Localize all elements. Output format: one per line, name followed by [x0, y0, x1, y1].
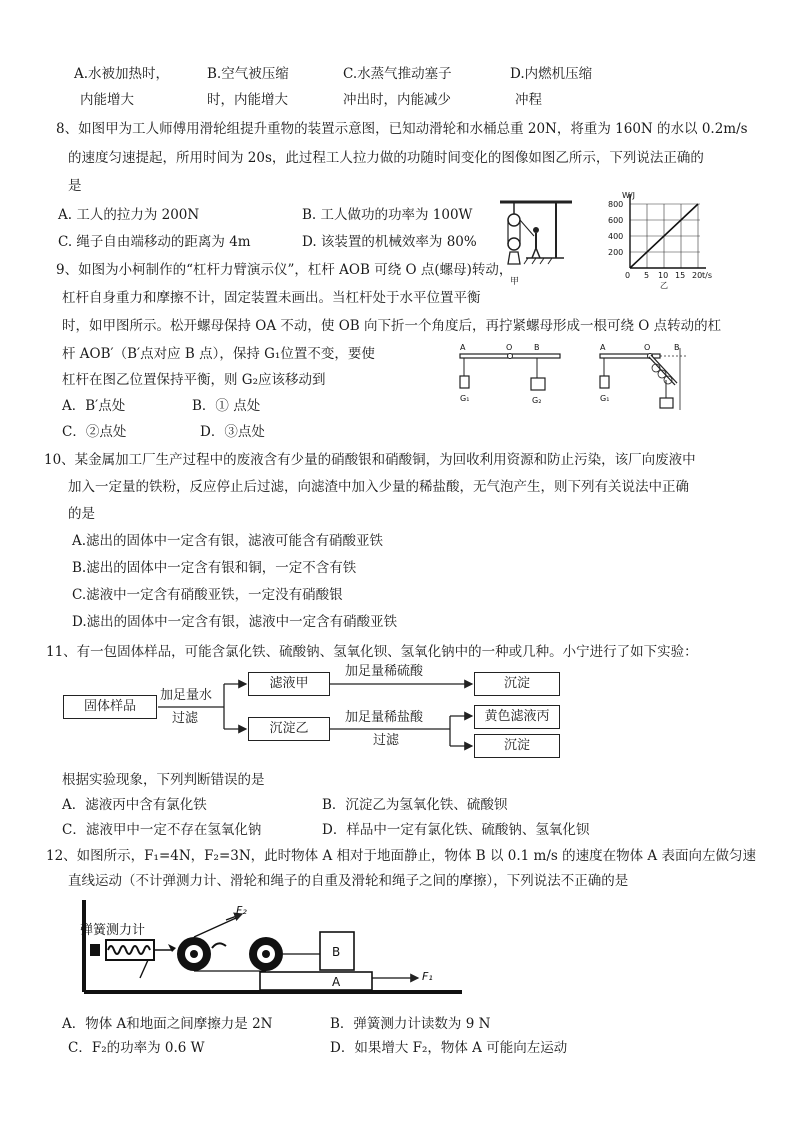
- q12-spring-pulley-figure: [76, 896, 466, 1000]
- q8-graph-y-axis-label: W/J: [622, 191, 635, 200]
- q11-option-d: D．样品中一定有氯化铁、硫酸钠、氢氧化钡: [322, 822, 590, 838]
- q9-figure-g2: G₂: [532, 396, 542, 405]
- q7-option-c-line1: C.水蒸气推动塞子: [343, 66, 452, 82]
- q11-option-b: B．沉淀乙为氢氧化铁、硫酸钡: [322, 797, 508, 813]
- q12-option-b: B．弹簧测力计读数为 9 N: [330, 1016, 491, 1032]
- q8-graph-ytick: 800: [608, 200, 624, 209]
- q9-option-a: A．B′点处: [62, 398, 126, 414]
- q7-option-a-line1: A.水被加热时，: [74, 66, 170, 82]
- q7-option-d-line2: 冲程: [515, 92, 542, 108]
- q11-flow-acid1-label: 加足量稀硫酸: [345, 664, 424, 679]
- q8-graph-xtick: 0: [625, 271, 631, 280]
- q8-graph-xtick: 5: [644, 271, 650, 280]
- q7-option-a-line2: 内能增大: [80, 92, 134, 108]
- q9-option-b: B．① 点处: [192, 398, 261, 414]
- q8-figure-yi-label: 乙: [660, 281, 668, 290]
- q8-option-c: C. 绳子自由端移动的距离为 4m: [58, 234, 251, 250]
- q9-stem-line3: 时，如甲图所示。松开螺母保持 OA 不动，使 OB 向下折一个角度后，再拧紧螺母形成一根可绕 O 点转动的杠: [62, 318, 722, 334]
- q8-option-d: D. 该装置的机械效率为 80%: [302, 234, 477, 250]
- q8-work-time-graph: [600, 190, 712, 290]
- q11-flow-filter2-label: 过滤: [373, 733, 400, 748]
- q8-graph-ytick: 200: [608, 248, 624, 257]
- q10-option-c: C.滤液中一定含有硝酸亚铁，一定没有硝酸银: [72, 587, 343, 603]
- q7-option-b-line1: B.空气被压缩: [207, 66, 289, 82]
- q11-flow-acid2-label: 加足量稀盐酸: [345, 710, 424, 725]
- q12-spring-scale-label: 弹簧测力计: [80, 923, 146, 938]
- q9-stem-line1: 9、如图为小柯制作的“杠杆力臂演示仪”，杠杆 AOB 可绕 O 点(螺母)转动，: [56, 262, 513, 278]
- q11-flowchart-arrows: [150, 660, 480, 760]
- q11-flow-step1-sub: 过滤: [172, 711, 199, 726]
- q11-option-c: C．滤液甲中一定不存在氢氧化钠: [62, 822, 262, 838]
- q8-graph-xtick: 20: [692, 271, 703, 280]
- q7-option-b-line2: 时，内能增大: [207, 92, 288, 108]
- q9-figure-point-o: O: [506, 343, 513, 352]
- q10-stem-line3: 的是: [68, 506, 95, 522]
- q9-stem-line2: 杠杆自身重力和摩擦不计，固定装置未画出。当杠杆处于水平位置平衡: [62, 290, 481, 306]
- q7-option-c-line2: 冲出时，内能减少: [343, 92, 451, 108]
- q12-stem-line1: 12、如图所示，F₁=4N，F₂=3N，此时物体 A 相对于地面静止，物体 B 以 0.1 m/s 的速度在物体 A 表面向左做匀速: [46, 848, 756, 864]
- q8-option-a: A. 工人的拉力为 200N: [58, 207, 200, 223]
- q8-graph-xtick: 15: [675, 271, 686, 280]
- q8-option-b: B. 工人做功的功率为 100W: [302, 207, 473, 223]
- q10-stem-line2: 加入一定量的铁粉，反应停止后过滤，向滤渣中加入少量的稀盐酸，无气泡产生，则下列有关说法中正确: [68, 479, 689, 495]
- q9-option-d: D．③点处: [200, 424, 265, 440]
- q12-option-c: C．F₂的功率为 0.6 W: [68, 1040, 205, 1056]
- q9-figure-g1: G₁: [460, 394, 470, 403]
- q11-stem-line2: 根据实验现象，下列判断错误的是: [62, 772, 265, 788]
- q9-lever-figure-yi: [592, 338, 692, 418]
- q9-figure-point-b: B: [674, 343, 680, 352]
- q9-option-c: C．②点处: [62, 424, 127, 440]
- q11-flow-result3-box: 沉淀: [474, 734, 560, 758]
- q9-figure-point-a: A: [600, 343, 606, 352]
- q11-flow-filtrate-box: 滤液甲: [248, 672, 330, 696]
- q12-stem-line2: 直线运动（不计弹测力计、滑轮和绳子的自重及滑轮和绳子之间的摩擦），下列说法不正确的是: [68, 873, 629, 889]
- q8-figure-jia-label: 甲: [510, 277, 520, 287]
- q8-graph-ytick: 600: [608, 216, 624, 225]
- q10-option-a: A.滤出的固体中一定含有银，滤液可能含有硝酸亚铁: [72, 533, 384, 549]
- q12-force-f2-label: F₂: [236, 904, 247, 917]
- q8-graph-x-axis-label: t/s: [702, 271, 712, 280]
- q8-stem-line1: 8、如图甲为工人师傅用滑轮组提升重物的装置示意图，已知动滑轮和水桶总重 20N，将重为 160N 的水以 0.2m/s: [56, 121, 748, 137]
- q11-stem-line1: 11、有一包固体样品，可能含氯化铁、硫酸钠、氢氧化钡、氢氧化钠中的一种或几种。小宁进行了如下实验：: [46, 644, 698, 660]
- q11-flow-sample-box: 固体样品: [63, 695, 157, 719]
- q9-figure-point-b: B: [534, 343, 540, 352]
- q10-stem-line1: 10、某金属加工厂生产过程中的废液含有少量的硝酸银和硝酸铜，为回收利用资源和防止污染，该厂向废液中: [44, 452, 696, 468]
- q11-flow-precip-box: 沉淀乙: [248, 717, 330, 741]
- q9-stem-line5: 杠杆在图乙位置保持平衡，则 G₂应该移动到: [62, 372, 326, 388]
- q8-graph-xtick: 10: [658, 271, 669, 280]
- q9-lever-figure-jia: [452, 338, 568, 410]
- q11-flow-result1-box: 沉淀: [474, 672, 560, 696]
- q12-option-d: D．如果增大 F₂，物体 A 可能向左运动: [330, 1040, 568, 1056]
- q11-flow-step1-label: 加足量水: [160, 688, 213, 703]
- q11-option-a: A．滤液丙中含有氯化铁: [62, 797, 207, 813]
- q12-block-b-label: B: [332, 945, 341, 959]
- q12-force-f1-label: F₁: [422, 970, 433, 983]
- q9-figure-point-a: A: [460, 343, 466, 352]
- q8-stem-line2: 的速度匀速提起，所用时间为 20s，此过程工人拉力做的功随时间变化的图像如图乙所示，下列说法正确的: [68, 150, 704, 166]
- q10-option-d: D.滤出的固体中一定含有银，滤液中一定含有硝酸亚铁: [72, 614, 398, 630]
- q9-figure-point-o: O: [644, 343, 651, 352]
- q9-figure-g1: G₁: [600, 394, 610, 403]
- q8-stem-line3: 是: [68, 178, 82, 194]
- q7-option-d-line1: D.内燃机压缩: [510, 66, 593, 82]
- q12-option-a: A．物体 A和地面之间摩擦力是 2N: [62, 1016, 273, 1032]
- q8-graph-ytick: 400: [608, 232, 624, 241]
- q10-option-b: B.滤出的固体中一定含有银和铜，一定不含有铁: [72, 560, 357, 576]
- q11-flow-result2-box: 黄色滤液丙: [474, 705, 560, 729]
- q12-block-a-label: A: [332, 975, 341, 989]
- q9-stem-line4: 杆 AOB′（B′点对应 B 点），保持 G₁位置不变，要使: [62, 346, 375, 362]
